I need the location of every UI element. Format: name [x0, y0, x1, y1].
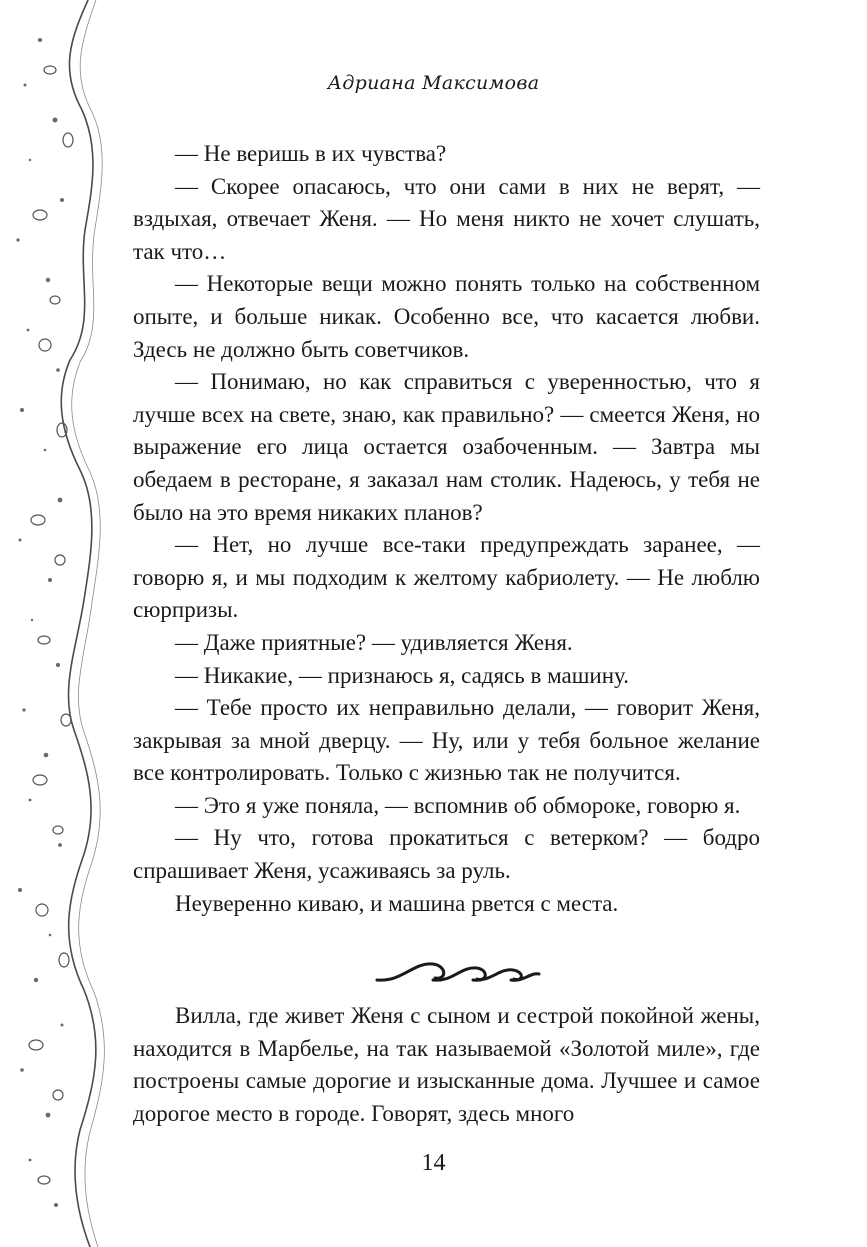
body-text-continued — [133, 1000, 760, 1130]
paragraph: — Не веришь в их чувства? — [175, 141, 447, 166]
paragraph: — Это я уже поняла, — вспомнив об обмороке, говорю я. — [175, 792, 741, 818]
paragraph: — Никакие, — признаюсь я, садясь в машину. — [175, 662, 629, 688]
paragraph: — Понимаю, но как справиться с уверенностью, что я лучше всех на свете, знаю, как правильно? — смеется Женя, но выражение его лица остается озабоченным. — Завтра мы обедаем в ресторане, я заказал нам столик. Надеюсь, у тебя не было на это время никаких планов? — [133, 369, 760, 525]
paragraph: — Тебе просто их неправильно делали, — говорит Женя, закрывая за мной дверцу. — Ну, или у тебя больное желание все контролировать. Только с жизнью так не получится. — [133, 695, 760, 786]
paragraph: — Ну что, готова прокатиться с ветерком? — бодро спрашивает Женя, усаживаясь за руль. — [133, 825, 760, 884]
running-head-author: Адриана Максимова — [327, 72, 540, 94]
page-number: 14 — [421, 1150, 446, 1176]
paragraph: Вилла, где живет Женя с сыном и сестрой покойной жены, находится в Марбелье, на так называемой «Золотой миле», где построены самые дорогие и изысканные дома. Лучшее и самое дорогое место в городе. Говорят, здесь много — [133, 1003, 760, 1126]
paragraph: — Нет, но лучше все-таки предупреждать заранее, — говорю я, и мы подходим к желтому кабриолету. — Не люблю сюрпризы. — [133, 532, 760, 623]
wave-separator-icon — [373, 952, 543, 992]
paragraph: — Некоторые вещи можно понять только на собственном опыте, и больше никак. Особенно все, что касается любви. Здесь не должно быть советчиков. — [133, 271, 760, 362]
body-text — [133, 138, 760, 920]
paragraph: — Скорее опасаюсь, что они сами в них не верят, — вздыхая, отвечает Женя. — Но меня никто не хочет слушать, так что… — [133, 173, 760, 264]
paragraph: — Даже приятные? — удивляется Женя. — [175, 629, 573, 655]
paragraph: Неуверенно киваю, и машина рвется с места. — [175, 890, 619, 916]
decorative-border — [0, 0, 140, 1247]
